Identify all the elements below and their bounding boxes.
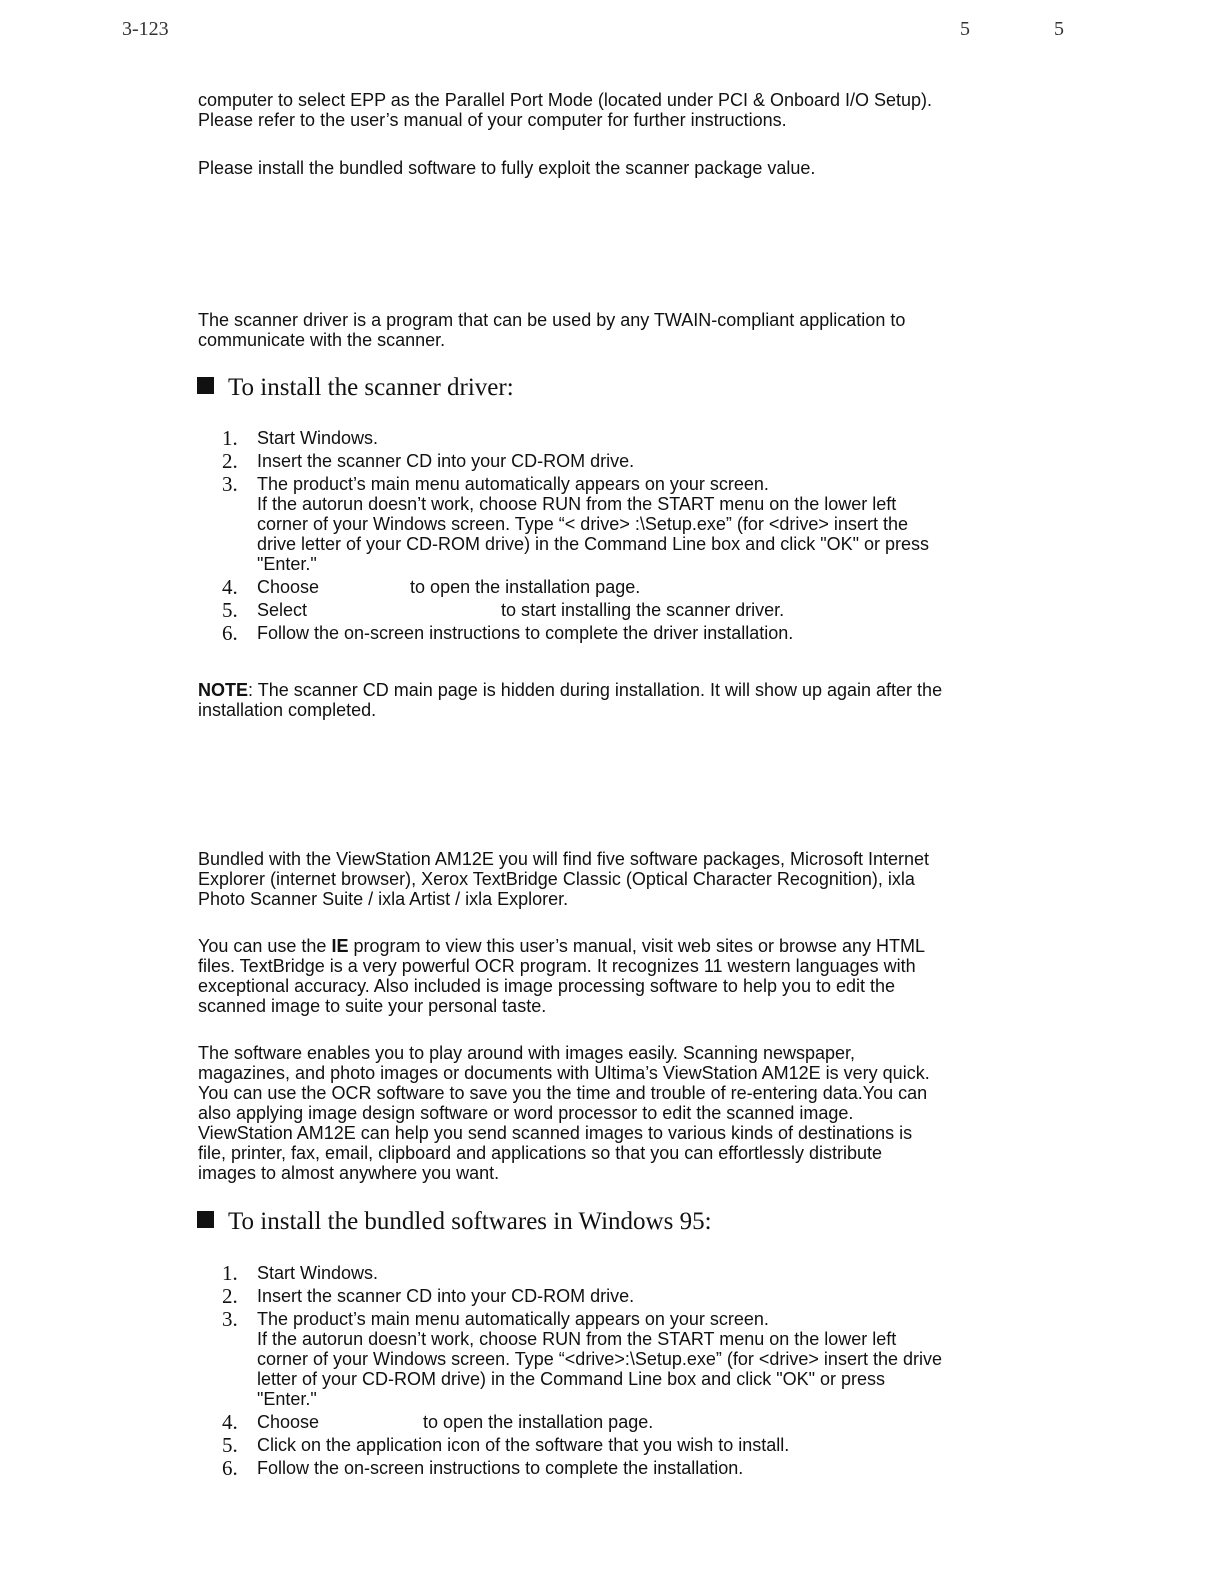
list-item: 6. Follow the on-screen instructions to complete the installation. bbox=[222, 1456, 744, 1480]
square-bullet-icon bbox=[197, 1211, 214, 1228]
list-item: 4. Choose to open the installation page. bbox=[222, 1410, 654, 1434]
list-item: 4. Choose to open the installation page. bbox=[222, 575, 641, 599]
list-item: 5. Click on the application icon of the software that you wish to install. bbox=[222, 1433, 790, 1457]
intro-paragraph-2: Please install the bundled software to fully exploit the scanner package value. bbox=[198, 158, 816, 178]
list-item: 3. The product’s main menu automatically appears on your screen. If the autorun doesn’t work, choose RUN from the START menu on the lower left corner of your Windows screen. Type “< drive> :\Setup.exe” (for <drive> insert the drive letter of your CD-ROM drive) in the Command Line box and click "OK" or press "Enter." bbox=[222, 472, 930, 574]
installation-note: NOTE: The scanner CD main page is hidden during installation. It will show up again after the installation completed. bbox=[198, 680, 943, 720]
driver-description: The scanner driver is a program that can be used by any TWAIN-compliant application to communicate with the scanner. bbox=[198, 310, 906, 350]
bundled-paragraph-1: Bundled with the ViewStation AM12E you will find five software packages, Microsoft Internet Explorer (internet browser), Xerox TextBridge Classic (Optical Character Recognition), ixla Photo Scanner Suite / ixla Artist / ixla Explorer. bbox=[198, 849, 930, 909]
heading-install-driver: To install the scanner driver: bbox=[197, 374, 514, 402]
list-item: 6. Follow the on-screen instructions to complete the driver installation. bbox=[222, 621, 794, 645]
square-bullet-icon bbox=[197, 377, 214, 394]
page-number-secondary: 5 bbox=[1054, 18, 1064, 40]
driver-steps-list bbox=[222, 428, 929, 643]
bundled-paragraph-3: The software enables you to play around with images easily. Scanning newspaper, magazines, and photo images or documents with Ultima’s ViewStation AM12E is very quick. You can use the OCR software to save you the time and trouble of re-entering data.You can also applying image design software or word processor to edit the scanned image. ViewStation AM12E can help you send scanned images to various kinds of destinations is file, printer, fax, email, clipboard and applications so that you can effortlessly distribute images to almost anywhere you want. bbox=[198, 1043, 930, 1183]
bundled-paragraph-2: You can use the IE program to view this user’s manual, visit web sites or browse any HTML files. TextBridge is a very powerful OCR program. It recognizes 11 western languages with exceptional accuracy. Also included is image processing software to help you to edit the scanned image to suite your personal taste. bbox=[198, 936, 926, 1016]
page-number: 5 bbox=[960, 18, 970, 40]
list-item: 2. Insert the scanner CD into your CD-ROM drive. bbox=[222, 1284, 635, 1308]
bundled-steps-list bbox=[222, 1263, 942, 1478]
list-item: 3. The product’s main menu automatically appears on your screen. If the autorun doesn’t work, choose RUN from the START menu on the lower left corner of your Windows screen. Type “<drive>:\Setup.exe” (for <drive> insert the drive letter of your CD-ROM drive) in the Command Line box and click "OK" or press "Enter." bbox=[222, 1307, 942, 1409]
list-item: 5. Select to start installing the scanner driver. bbox=[222, 598, 785, 622]
document-code: 3-123 bbox=[122, 18, 169, 40]
intro-paragraph-1: computer to select EPP as the Parallel Port Mode (located under PCI & Onboard I/O Setup). Please refer to the user’s manual of your computer for further instructions. bbox=[198, 90, 933, 130]
heading-install-bundled: To install the bundled softwares in Windows 95: bbox=[197, 1208, 712, 1236]
list-item: 2. Insert the scanner CD into your CD-ROM drive. bbox=[222, 449, 635, 473]
list-item: 1. Start Windows. bbox=[222, 426, 379, 450]
list-item: 1. Start Windows. bbox=[222, 1261, 379, 1285]
